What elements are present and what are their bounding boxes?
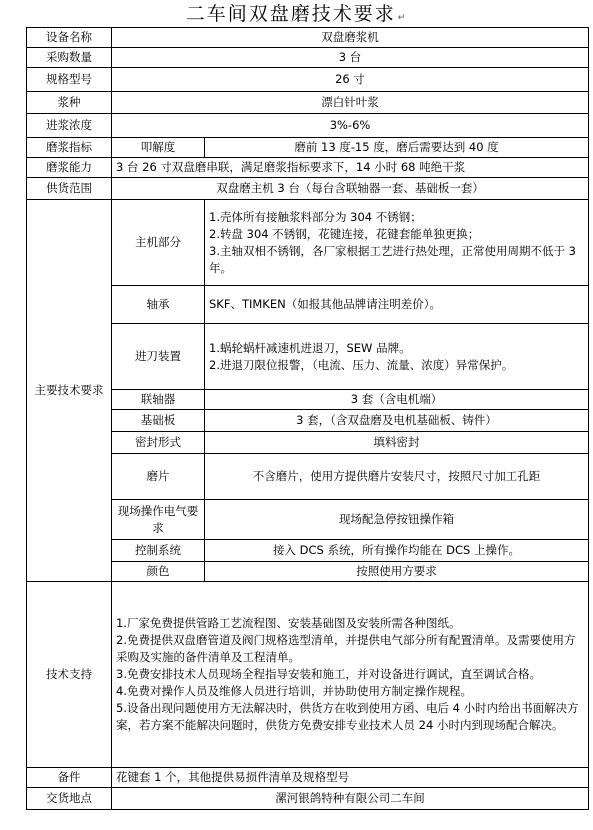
requirements-table xyxy=(26,27,589,810)
value-equipment-name: 双盘磨浆机 xyxy=(112,28,589,48)
main-unit-line-2: 2.转盘 304 不锈钢，花键连接，花键套能单独更换； xyxy=(209,226,480,241)
row-electrical xyxy=(27,500,589,540)
support-line-3: 3.免费安排技术人员现场全程指导安装和施工，并对设备进行调试，直至调试合格。 xyxy=(116,667,541,681)
row-color xyxy=(27,562,589,582)
support-line-5: 5.设备出现问题使用方无法解决时，供货方在收到使用方函、电后 4 小时内给出书面解决方案，若方案不能解决问题时，供货方免费安排专业技术人员 24 小时内到现场配合解决。 xyxy=(116,701,579,732)
value-coupling: 3 套（含电机端） xyxy=(205,390,589,410)
label-delivery: 交货地点 xyxy=(27,788,112,810)
label-bearing: 轴承 xyxy=(112,286,205,324)
value-spare-parts: 花键套 1 个，其他提供易损件清单及规格型号 xyxy=(112,768,589,788)
row-tech-support xyxy=(27,582,589,768)
label-main-tech: 主要技术要求 xyxy=(27,200,112,582)
value-quantity: 3 台 xyxy=(112,48,589,68)
value-feed xyxy=(205,324,589,390)
label-capacity: 磨浆能力 xyxy=(27,158,112,178)
value-consistency: 3%-6% xyxy=(112,114,589,138)
row-control xyxy=(27,540,589,562)
label-scope: 供货范围 xyxy=(27,178,112,200)
label-seal: 密封形式 xyxy=(112,432,205,454)
label-pulp-type: 浆种 xyxy=(27,92,112,114)
support-line-2: 2.免费提供双盘磨管道及阀门规格选型清单，并提供电气部分所有配置清单。及需要使用方采购及实施的备件清单及工程清单。 xyxy=(116,633,576,664)
label-quantity: 采购数量 xyxy=(27,48,112,68)
row-quantity xyxy=(27,48,589,68)
label-feed: 进刀装置 xyxy=(112,324,205,390)
label-control: 控制系统 xyxy=(112,540,205,562)
row-spare-parts xyxy=(27,768,589,788)
row-equipment-name xyxy=(27,28,589,48)
value-bearing: SKF、TIMKEN（如报其他品牌请注明差价）。 xyxy=(205,286,589,324)
label-tech-support: 技术支持 xyxy=(27,582,112,768)
row-model xyxy=(27,68,589,92)
row-main-unit xyxy=(27,200,589,286)
sublabel-index: 叩解度 xyxy=(112,138,205,158)
value-color: 按照使用方要求 xyxy=(205,562,589,582)
row-seal xyxy=(27,432,589,454)
value-model: 26 寸 xyxy=(112,68,589,92)
label-base-plate: 基础板 xyxy=(112,410,205,432)
value-scope: 双盘磨主机 3 台（每台含联轴器一套、基础板一套） xyxy=(112,178,589,200)
row-pulp-type xyxy=(27,92,589,114)
label-consistency: 进浆浓度 xyxy=(27,114,112,138)
value-delivery: 漯河银鸽特种有限公司二车间 xyxy=(112,788,589,810)
support-line-1: 1.厂家免费提供管路工艺流程图、安装基础图及安装所需各种图纸。 xyxy=(116,616,461,630)
main-unit-line-1: 1.壳体所有接触浆料部分为 304 不锈钢； xyxy=(209,209,422,224)
label-coupling: 联轴器 xyxy=(112,390,205,410)
row-index xyxy=(27,138,589,158)
label-plates: 磨片 xyxy=(112,454,205,500)
row-plates xyxy=(27,454,589,500)
value-main-unit xyxy=(205,200,589,286)
row-base-plate xyxy=(27,410,589,432)
row-capacity xyxy=(27,158,589,178)
label-model: 规格型号 xyxy=(27,68,112,92)
value-capacity: 3 台 26 寸双盘磨串联，满足磨浆指标要求下，14 小时 68 吨绝干浆 xyxy=(112,158,589,178)
value-pulp-type: 漂白针叶浆 xyxy=(112,92,589,114)
label-main-unit: 主机部分 xyxy=(112,200,205,286)
value-control: 接入 DCS 系统，所有操作均能在 DCS 上操作。 xyxy=(205,540,589,562)
row-bearing xyxy=(27,286,589,324)
row-consistency xyxy=(27,114,589,138)
value-seal: 填料密封 xyxy=(205,432,589,454)
row-scope xyxy=(27,178,589,200)
value-plates: 不含磨片，使用方提供磨片安装尺寸，按照尺寸加工孔距 xyxy=(205,454,589,500)
feed-line-1: 1.蜗轮蜗杆减速机进退刀，SEW 品牌。 xyxy=(209,340,411,355)
feed-line-2: 2.进退刀限位报警，（电流、压力、流量、浓度）异常保护。 xyxy=(209,357,514,372)
row-delivery xyxy=(27,788,589,810)
row-coupling xyxy=(27,390,589,410)
label-equipment-name: 设备名称 xyxy=(27,28,112,48)
label-color: 颜色 xyxy=(112,562,205,582)
value-index: 磨前 13 度-15 度，磨后需要达到 40 度 xyxy=(205,138,589,158)
row-feed xyxy=(27,324,589,390)
value-electrical: 现场配急停按钮操作箱 xyxy=(205,500,589,540)
label-index: 磨浆指标 xyxy=(27,138,112,158)
support-line-4: 4.免费对操作人员及维修人员进行培训，并协助使用方制定操作规程。 xyxy=(116,684,472,698)
value-base-plate: 3 套，（含双盘磨及电机基础板、铸件） xyxy=(205,410,589,432)
document-title: 二车间双盘磨技术要求 ↵ xyxy=(185,3,408,25)
value-tech-support xyxy=(112,582,589,768)
label-electrical: 现场操作电气要求 xyxy=(112,500,205,540)
label-spare-parts: 备件 xyxy=(27,768,112,788)
main-unit-line-3: 3.主轴双相不锈钢，各厂家根据工艺进行热处理，正常使用周期不低于 3 年。 xyxy=(209,243,576,275)
